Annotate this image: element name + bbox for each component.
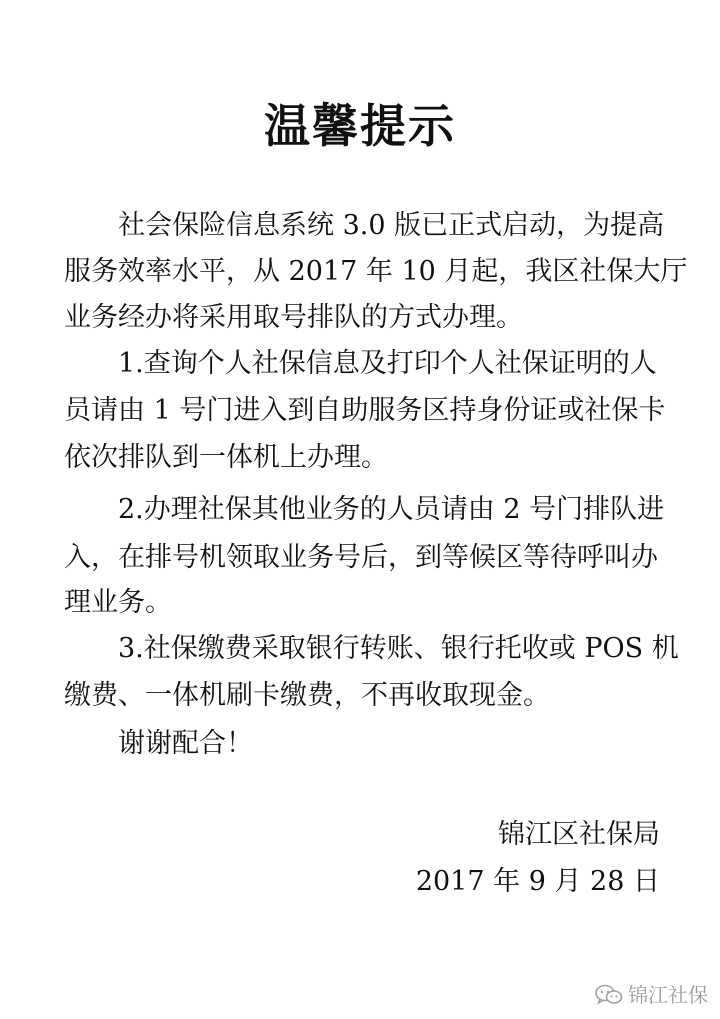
wechat-watermark xyxy=(595,983,708,1007)
paragraph-2-line-3: 依次排队到一体机上办理。 xyxy=(64,442,388,473)
signature-org: 锦江区社保局 xyxy=(498,819,660,850)
paragraph-3-line-2: 入，在排号机领取业务号后，到等候区等待呼叫办 xyxy=(64,542,658,573)
paragraph-2-line-1: 1.查询个人社保信息及打印个人社保证明的人 xyxy=(118,348,657,379)
paragraph-3-line-1: 2.办理社保其他业务的人员请由 2 号门排队进 xyxy=(118,494,665,525)
signature-date: 2017 年 9 月 28 日 xyxy=(415,866,660,897)
notice-title: 温馨提示 xyxy=(264,99,456,153)
wechat-icon xyxy=(595,984,623,1006)
watermark-text: 锦江社保 xyxy=(628,983,708,1007)
paragraph-1-line-1: 社会保险信息系统 3.0 版已正式启动，为提高 xyxy=(118,210,665,241)
paragraph-1-line-3: 业务经办将采用取号排队的方式办理。 xyxy=(64,302,523,333)
paragraph-4-line-1: 3.社保缴费采取银行转账、银行托收或 POS 机 xyxy=(118,633,679,664)
paragraph-1-line-2: 服务效率水平，从 2017 年 10 月起，我区社保大厅 xyxy=(64,256,688,287)
paragraph-4-line-2: 缴费、一体机刷卡缴费，不再收取现金。 xyxy=(64,680,550,711)
paragraph-2-line-2: 员请由 1 号门进入到自助服务区持身份证或社保卡 xyxy=(64,395,666,426)
paragraph-3-line-3: 理业务。 xyxy=(64,587,172,618)
closing-thanks: 谢谢配合！ xyxy=(118,728,253,759)
